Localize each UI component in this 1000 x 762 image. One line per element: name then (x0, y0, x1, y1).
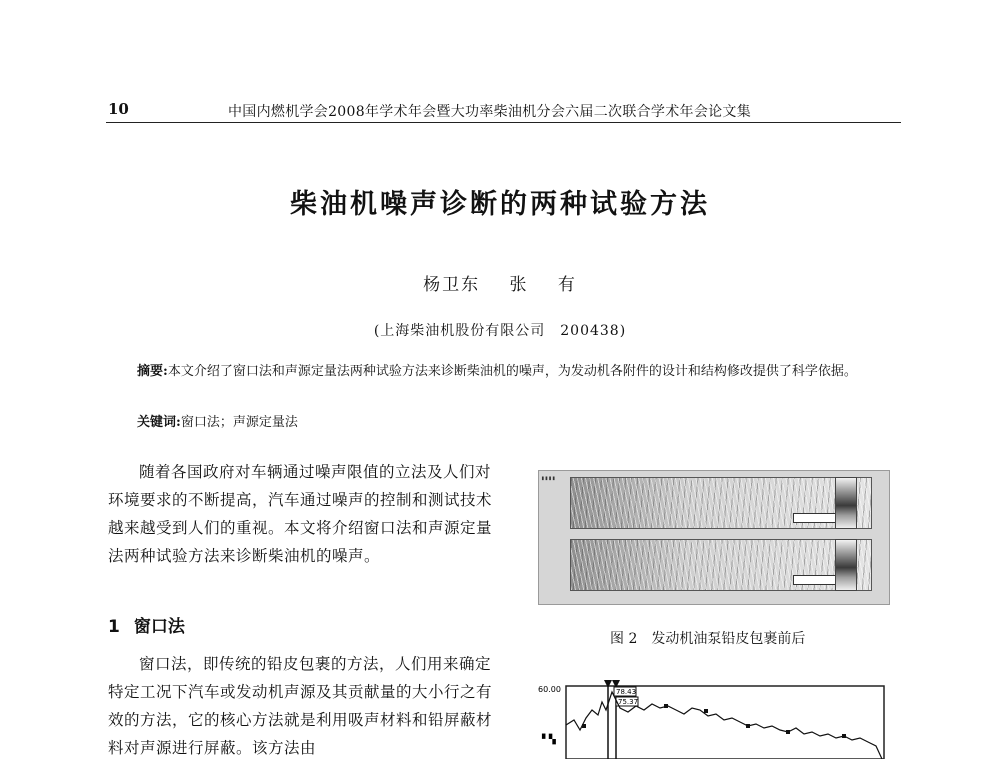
y-top-label: 60.00 (538, 685, 561, 694)
data-point (746, 724, 750, 728)
section-1-number: 1 (108, 617, 120, 637)
figure-2-caption-text: 发动机油泵铅皮包裹前后 (651, 631, 806, 647)
spectrogram-y-tick: ▮▮▮▮ (541, 475, 556, 482)
section-1-heading (108, 612, 185, 637)
authors: 杨卫东 张 有 (423, 275, 577, 295)
running-header-title: 中国内燃机学会2008年学术年会暨大功率柴油机分会六届二次联合学术年会论文集 (228, 104, 752, 120)
keywords-colon: : (176, 415, 181, 430)
keywords-label: 关键词 (137, 415, 177, 430)
data-point (786, 730, 790, 734)
figure-2-spectrograms (538, 470, 890, 605)
keywords-text: 窗口法；声源定量法 (180, 415, 298, 430)
data-point (704, 709, 708, 713)
page-number: 10 (108, 100, 129, 118)
marker-value-a: 78.43 (616, 688, 637, 696)
data-point (582, 724, 586, 728)
abstract-text: 本文介绍了窗口法和声源定量法两种试验方法来诊断柴油机的噪声，为发动机各附件的设计和结构修改提供了科学依据。 (167, 364, 857, 379)
keywords (137, 411, 877, 430)
plot-frame (566, 686, 884, 759)
abstract-colon: : (163, 364, 168, 379)
spectrogram-before (570, 477, 872, 529)
color-scale-bar (835, 477, 857, 529)
header-rule (106, 122, 901, 123)
intro-paragraph: 随着各国政府对车辆通过噪声限值的立法及人们对环境要求的不断提高，汽车通过噪声的控制和测试技术越来越受到人们的重视。本文将介绍窗口法和声源定量法两种试验方法来诊断柴油机的噪声。 (108, 463, 493, 565)
spectrogram-after (570, 539, 872, 591)
method-paragraph: 窗口法，即传统的铅皮包裹的方法，人们用来确定特定工况下汽车或发动机声源及其贡献量的大小行之有效的方法，它的核心方法就是利用吸声材料和铅屏蔽材料对声源进行屏蔽。该方法由 (108, 655, 493, 757)
affiliation: (上海柴油机股份有限公司 200438) (373, 323, 627, 339)
figure-2-caption (610, 628, 805, 648)
section-1-title: 窗口法 (133, 617, 185, 637)
data-point (664, 704, 668, 708)
data-point (842, 734, 846, 738)
paper-title: 柴油机噪声诊断的两种试验方法 (290, 189, 710, 220)
y-axis-glyph: ▘▚ (542, 735, 556, 745)
color-scale-bar (835, 539, 857, 591)
figure-2-number: 图 2 (610, 631, 638, 647)
marker-value-b: 75.37 (618, 698, 639, 706)
figure-3-plot (536, 680, 888, 759)
abstract-label: 摘要 (137, 364, 164, 379)
figure-3-line-chart (536, 680, 888, 759)
abstract (137, 360, 877, 384)
